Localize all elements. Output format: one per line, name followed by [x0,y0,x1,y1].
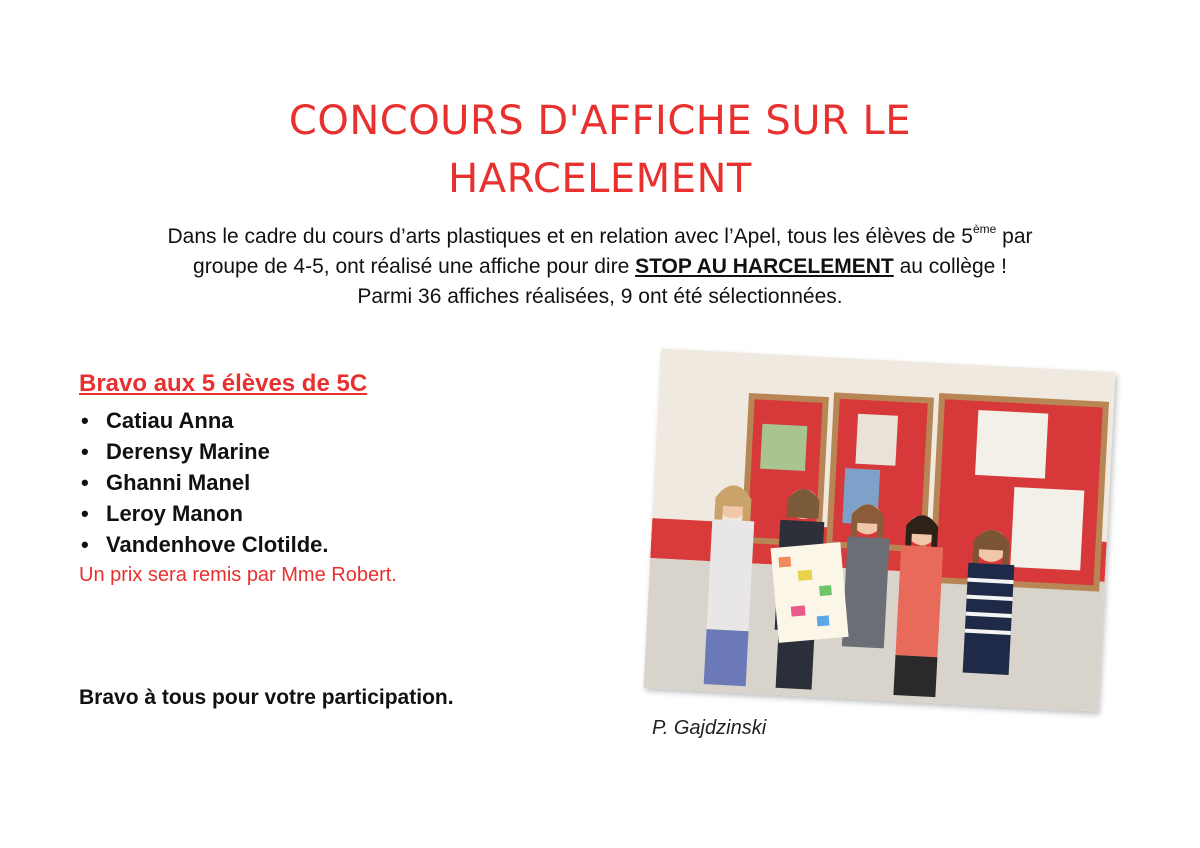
prize-note: Un prix sera remis par Mme Robert. [79,564,397,586]
intro-superscript: ème [972,222,997,236]
bullet: • [81,470,89,495]
bullet: • [81,501,89,526]
title-line-1: CONCOURS D'AFFICHE SUR LE [288,98,912,144]
photo-credit: P. Gajdzinski [652,717,767,739]
list-item [79,405,328,436]
winner-name: Ghanni Manel [106,470,251,495]
intro-text-3: groupe de 4-5, ont réalisé une affiche pour dire [193,255,636,278]
winners-heading: Bravo aux 5 élèves de 5C [79,370,368,397]
winner-name: Catiau Anna [106,408,234,433]
winner-name: Leroy Manon [106,501,243,526]
winner-name: Derensy Marine [106,439,270,464]
list-item [79,467,328,498]
bullet: • [81,439,89,464]
winners-list [79,405,328,560]
group-photo-illustration [643,348,1115,711]
list-item [79,498,328,529]
intro-text-1: Dans le cadre du cours d’arts plastiques et en relation avec l’Apel, tous les élèves de 5 [167,225,973,248]
bullet: • [81,532,89,557]
list-item [79,436,328,467]
title-line-2: HARCELEMENT [448,156,752,202]
closing-message: Bravo à tous pour votre participation. [79,686,454,709]
winner-name: Vandenhove Clotilde. [106,532,329,557]
intro-text-4: au collège ! [893,255,1007,278]
intro-line-3: Parmi 36 affiches réalisées, 9 ont été sélectionnées. [357,285,843,308]
group-photo [643,348,1115,711]
intro-line-1 [40,222,1160,252]
bullet: • [81,408,89,433]
list-item [79,529,328,560]
intro-line-2 [40,252,1160,282]
intro-paragraph [40,222,1160,312]
intro-text-2: par [996,225,1033,248]
page-title [0,92,1200,208]
stop-harcelement-emphasis: STOP AU HARCELEMENT [635,255,894,278]
